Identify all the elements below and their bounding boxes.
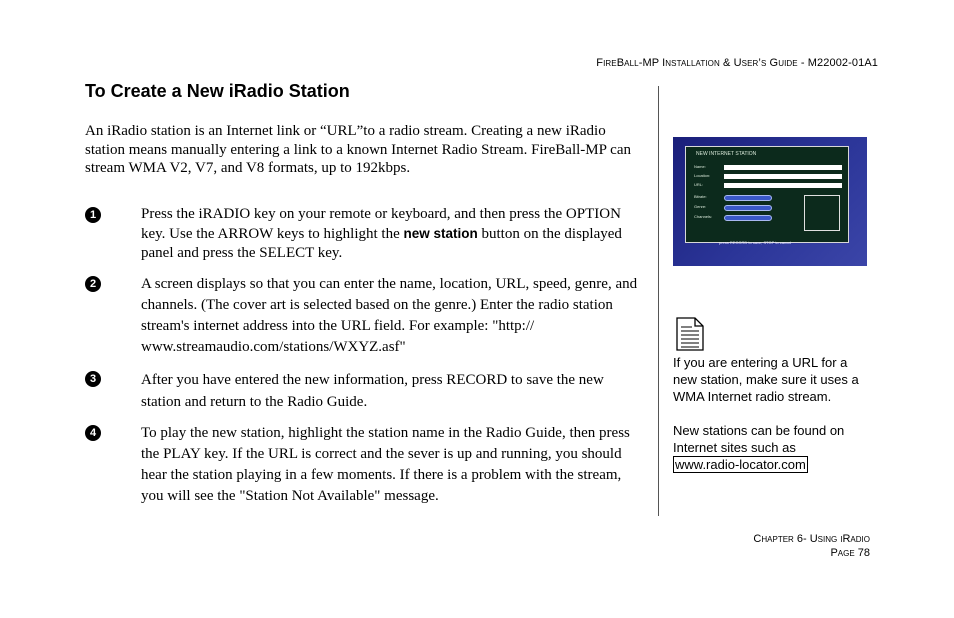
cover-art-box (804, 195, 840, 231)
location-field (724, 174, 842, 179)
channels-selector (724, 215, 772, 221)
location-row (694, 174, 844, 179)
url-label: URL: (694, 182, 704, 187)
panel-footer-hint: press RECORD to save, STOP to cancel (719, 240, 792, 245)
url-row (694, 183, 844, 188)
step-4-number: 4 (85, 425, 101, 441)
name-field (724, 165, 842, 170)
running-header: FireBall-MP Installation & User’s Guide - M22002-01A1 (596, 57, 878, 69)
channels-label: Channels: (694, 214, 713, 219)
found-text: New stations can be found on Internet sites such as (673, 423, 845, 455)
step-3-number: 3 (85, 371, 101, 387)
panel-title: NEW INTERNET STATION (696, 151, 757, 157)
location-label: Location: (694, 173, 711, 178)
intro-paragraph: An iRadio station is an Internet link or “URL”to a radio stream. Creating a new iRadio station means manually entering a link to a known Internet Radio Stream. FireBall-MP can stream WMA V2, V7, and V8 formats, up to 192kbps. (85, 123, 631, 176)
sidebar-note (673, 354, 873, 473)
bitrate-label: Bitrate: (694, 194, 707, 199)
bitrate-selector (724, 195, 772, 201)
step-1-number: 1 (85, 207, 101, 223)
step-1-text: Press the iRADIO key on your remote or keyboard, and then press the OPTION key. Use the ARROW keys to highlight the new station button on the displayed panel and press the SELECT key. (141, 206, 622, 261)
new-station-keyword: new station (403, 226, 478, 241)
new-station-panel (685, 146, 849, 243)
step-2-number: 2 (85, 276, 101, 292)
genre-selector (724, 205, 772, 211)
radio-locator-link[interactable]: www.radio-locator.com (675, 457, 806, 472)
column-divider (658, 86, 659, 516)
name-label: Name: (694, 164, 706, 169)
note-text: If you are entering a URL for a new station, make sure it uses a WMA Internet radio stream. (673, 355, 859, 404)
name-row (694, 165, 844, 170)
url-field (724, 183, 842, 188)
section-title: To Create a New iRadio Station (85, 81, 350, 101)
step-4-text: To play the new station, highlight the station name in the Radio Guide, then press the PLAY key. If the URL is correct and the sever is up and running, you should hear the station playing in a few moments. If there is a problem with the stream, you will see the "Station Not Available" message. (141, 425, 630, 504)
note-page-icon (676, 317, 704, 356)
page-footer (753, 532, 870, 560)
new-station-screenshot (673, 137, 867, 266)
genre-label: Genre: (694, 204, 707, 209)
step-3-text: After you have entered the new information, press RECORD to save the new station and return to the Radio Guide. (141, 372, 604, 410)
chapter-label: Chapter 6- Using iRadio (753, 533, 870, 545)
page-number: Page 78 (830, 547, 870, 559)
step-2-text: A screen displays so that you can enter the name, location, URL, speed, genre, and channels. (The cover art is selected based on the genre.) Enter the radio station stream's internet address into the URL field. For example: "http:// www.streamaudio.com/stations/WXYZ.asf" (141, 276, 638, 355)
